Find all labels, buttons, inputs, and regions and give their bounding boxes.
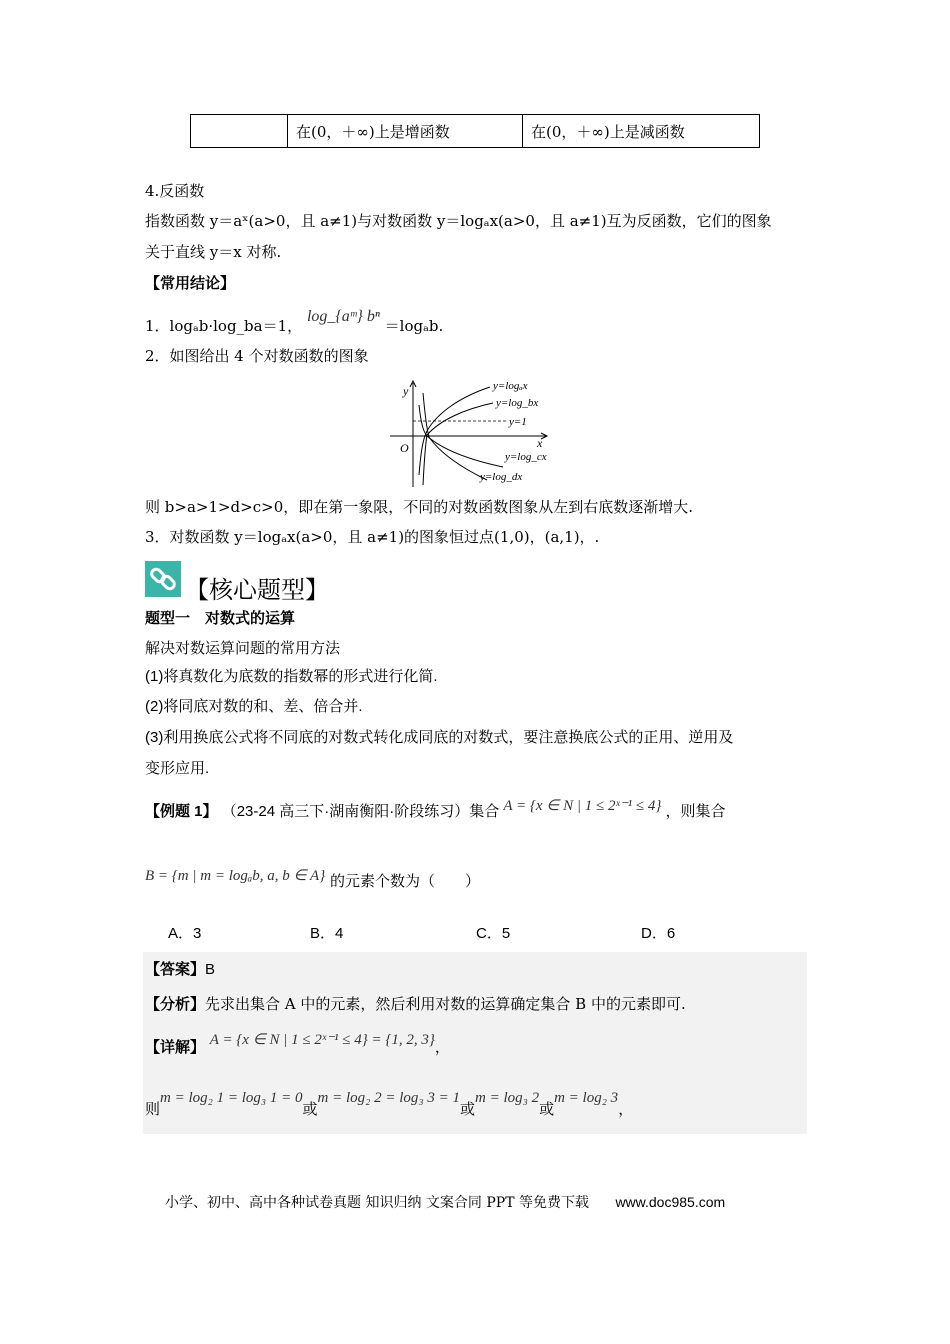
eq-4: m = log₂ 3 — [554, 1090, 619, 1106]
method-3: (3)利用换底公式将不同底的对数式转化成同底的对数式，要注意换底公式的正用、逆用及 — [145, 729, 734, 746]
link-icon — [145, 561, 181, 597]
option-b: B．4 — [310, 925, 344, 942]
answer-value: B — [205, 961, 216, 978]
answer-line — [145, 958, 215, 979]
table-row — [191, 115, 760, 148]
example-line-2 — [145, 870, 480, 891]
detail-label: 【详解】 — [145, 1039, 206, 1056]
conclusions-heading: 【常用结论】 — [145, 274, 236, 292]
footer-url[interactable]: www.doc985.com — [615, 1194, 726, 1210]
inverse-line-1: 指数函数 y＝aˣ(a>0，且 a≠1)与对数函数 y＝logₐx(a>0，且 a≠1)互为反函数，它们的图象 — [145, 212, 772, 230]
example-question: 的元素个数为（ ） — [330, 873, 481, 890]
method-2: (2)将同底对数的和、差、倍合并. — [145, 698, 363, 715]
conclusion-3: 3．对数函数 y＝logₐx(a>0，且 a≠1)的图象恒过点(1,0)，(a,1)，. — [145, 528, 600, 546]
example-line-1 — [145, 800, 726, 821]
footer — [165, 1192, 725, 1212]
eq-1: m = log₂ 1 = log₃ 1 = 0 — [160, 1090, 303, 1106]
detail-line — [145, 1032, 450, 1057]
set-a-formula: A = {x ∈ N | 1 ≤ 2ˣ⁻¹ ≤ 4} — [503, 798, 662, 814]
or-3: 或 — [539, 1100, 555, 1118]
answer-label: 【答案】 — [145, 961, 206, 978]
example-label: 【例题 1】 — [145, 803, 218, 820]
table-cell: 在(0，＋∞)上是减函数 — [523, 115, 760, 148]
example-source: （23-24 高三下·湖南衡阳·阶段练习）集合 — [221, 803, 500, 820]
option-d: D．6 — [641, 925, 676, 942]
conclusion-1 — [145, 308, 444, 336]
monotonicity-table — [190, 114, 760, 148]
analysis-line — [145, 993, 686, 1014]
table-cell: 在(0，＋∞)上是增函数 — [288, 115, 523, 148]
or-2: 或 — [459, 1100, 475, 1118]
line-1-label: y=1 — [509, 416, 527, 428]
curve-c-label: y=log_cx — [505, 451, 547, 463]
example-then: ，则集合 — [665, 803, 726, 820]
detail-line-2 — [145, 1090, 634, 1119]
or-1: 或 — [302, 1100, 318, 1118]
type-heading: 题型一 对数式的运算 — [145, 610, 296, 627]
curve-a-label: y=logₐx — [493, 380, 528, 392]
detail-formula: A = {x ∈ N | 1 ≤ 2ˣ⁻¹ ≤ 4} = {1, 2, 3} — [209, 1032, 435, 1048]
curve-d-label: y=log_dx — [480, 471, 523, 483]
curve-b-label: y=log_bx — [496, 397, 539, 409]
log-functions-graph — [385, 375, 560, 490]
method-1: (1)将真数化为底数的指数幂的形式进行化简. — [145, 668, 438, 685]
method-3-cont: 变形应用. — [145, 760, 210, 777]
option-c: C．5 — [476, 925, 511, 942]
method-intro: 解决对数运算问题的常用方法 — [145, 640, 341, 657]
x-axis-label: x — [537, 436, 543, 450]
table-cell — [191, 115, 288, 148]
option-a: A．3 — [168, 925, 202, 942]
conclusion-2-after: 则 b>a>1>d>c>0，即在第一象限，不同的对数函数图象从左到右底数逐渐增大. — [145, 498, 694, 516]
conclusion-2: 2．如图给出 4 个对数函数的图象 — [145, 347, 369, 365]
origin-label: O — [400, 441, 409, 455]
conclusion-1-formula: log_{aᵐ} bⁿ — [306, 308, 380, 325]
inverse-line-2: 关于直线 y＝x 对称. — [145, 243, 282, 261]
set-b-formula: B = {m | m = logₐb, a, b ∈ A} — [145, 868, 326, 884]
analysis-text: 先求出集合 A 中的元素，然后利用对数的运算确定集合 B 中的元素即可. — [205, 995, 686, 1013]
detail-end: ， — [618, 1100, 634, 1118]
detail-comma: ， — [434, 1038, 450, 1056]
conclusion-1-result: ＝logₐb. — [384, 317, 444, 335]
eq-2: m = log₂ 2 = log₃ 3 = 1 — [317, 1090, 460, 1106]
analysis-label: 【分析】 — [145, 996, 206, 1013]
y-axis-label: y — [403, 384, 409, 398]
inverse-heading: 4.反函数 — [145, 182, 205, 200]
conclusion-1-text: 1．logₐb·log_ba＝1， — [145, 317, 303, 335]
section-title: 【核心题型】 — [185, 576, 329, 604]
eq-3: m = log₃ 2 — [474, 1090, 540, 1106]
footer-text: 小学、初中、高中各种试卷真题 知识归纳 文案合同 PPT 等免费下载 — [165, 1195, 589, 1211]
then-word: 则 — [145, 1100, 161, 1118]
